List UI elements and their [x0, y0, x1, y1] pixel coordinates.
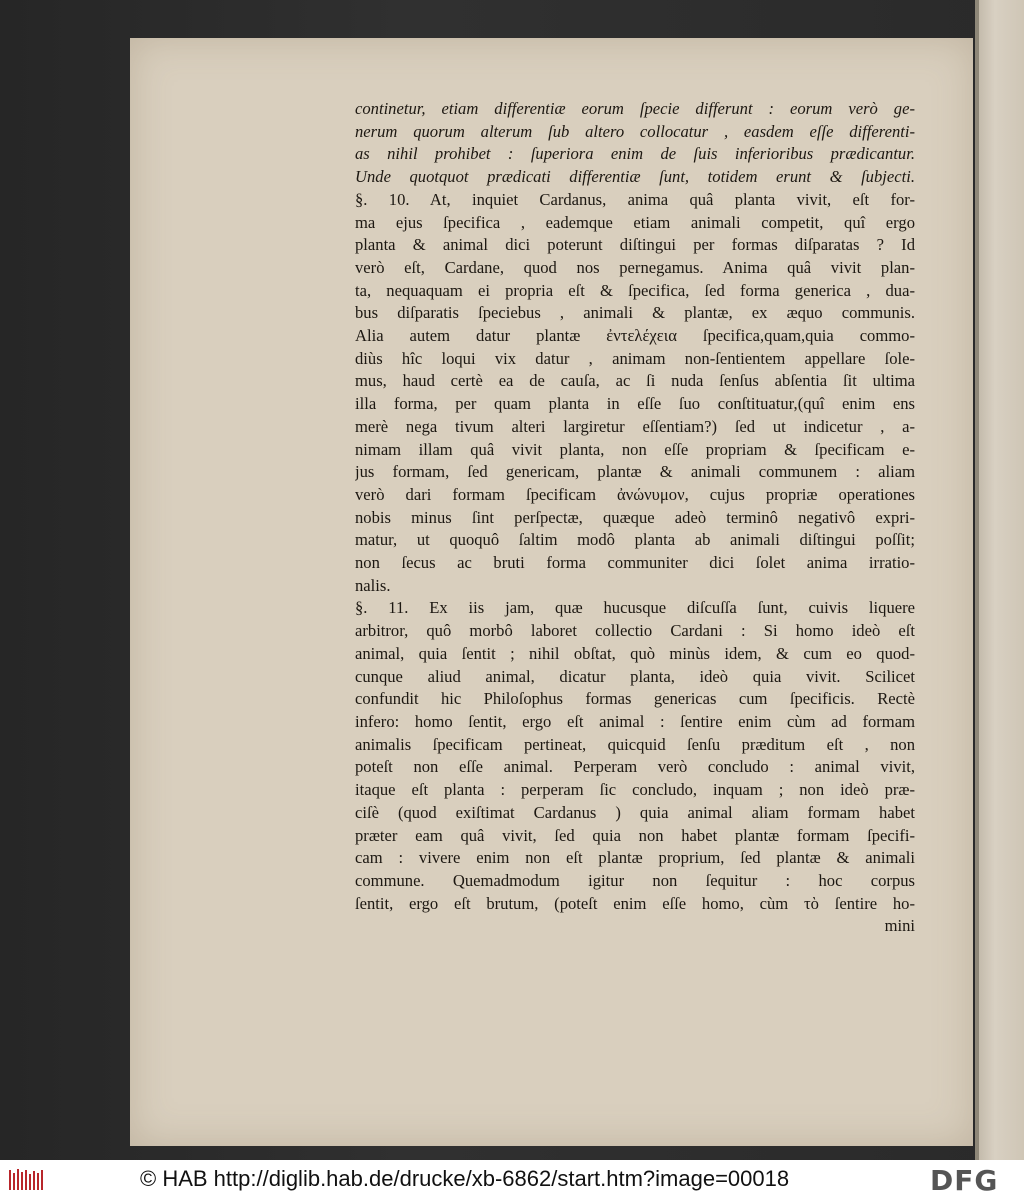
text-line: ma ejus ſpecifica , eademque etiam animali competit, quî ergo — [355, 212, 915, 232]
text-line: mus, haud certè ea de cauſa, ac ſi nuda ſenſus abſentia ſit ultima — [355, 371, 915, 391]
text-line: commune. Quemadmodum igitur non ſequitur : hoc corpus — [355, 870, 915, 890]
text-line: itaque eſt planta : perperam ſic concludo, inquam ; non ideò præ- — [355, 780, 915, 800]
text-line: illa forma, per quam planta in eſſe ſuo conſtituatur,(quî enim ens — [355, 394, 915, 414]
text-line: ta, nequaquam ei propria eſt & ſpecifica, ſed forma generica , dua- — [355, 280, 915, 300]
text-line: Unde quotquot prædicati differentiæ ſunt, totidem erunt & ſubjecti. — [355, 167, 915, 187]
adjacent-page-edge — [975, 0, 1024, 1160]
text-line: merè nega tivum alteri largiretur eſſentiam?) ſed ut indicetur , a- — [355, 416, 915, 436]
text-line: ciſè (quod exiſtimat Cardanus ) quia animal aliam formam habet — [355, 802, 915, 822]
text-line: non ſecus ac bruti forma communiter dici ſolet anima irratio- — [355, 553, 915, 573]
text-line: Alia autem datur plantæ ἐντελέχεια ſpecifica,quam,quia commo- — [355, 326, 915, 346]
text-line: poteſt non eſſe animal. Perperam verò concludo : animal vivit, — [355, 757, 915, 777]
hab-barcode-icon — [8, 1168, 44, 1192]
text-line: animalis ſpecificam pertineat, quicquid ſenſu præditum eſt , non — [355, 734, 915, 754]
text-line: as nihil prohibet : ſuperiora enim de ſuis inferioribus prædicantur. — [355, 144, 915, 164]
text-line: §. 10. At, inquiet Cardanus, anima quâ planta vivit, eſt for- — [355, 189, 915, 209]
text-line: animal, quia ſentit ; nihil obſtat, quò minùs idem, & cum eo quod- — [355, 643, 915, 663]
text-line: continetur, etiam differentiæ eorum ſpecie differunt : eorum verò ge- — [355, 99, 915, 118]
viewer-footer — [0, 1160, 1024, 1198]
text-line: diùs hîc loqui vix datur , animam non-ſentientem appellare ſole- — [355, 348, 915, 368]
text-line: bus diſparatis ſpeciebus , animali & plantæ, ex æquo communis. — [355, 303, 915, 323]
text-line: cam : vivere enim non eſt plantæ proprium, ſed plantæ & animali — [355, 848, 915, 868]
page-text — [355, 98, 915, 938]
text-line: verò eſt, Cardane, quod nos pernegamus. Anima quâ vivit plan- — [355, 257, 915, 277]
text-line: nerum quorum alterum ſub altero collocatur , easdem eſſe differenti- — [355, 121, 915, 141]
copyright-url[interactable]: © HAB http://diglib.hab.de/drucke/xb-6862/start.htm?image=00018 — [140, 1166, 790, 1191]
text-line: matur, ut quoquô ſaltim modô planta ab animali diſtingui poſſit; — [355, 530, 915, 550]
text-line: nimam illam quâ vivit planta, non eſſe propriam & ſpecificam e- — [355, 439, 915, 459]
text-line: §. 11. Ex iis jam, quæ hucusque diſcuſſa ſunt, cuivis liquere — [355, 598, 915, 618]
text-line: mini — [884, 916, 915, 936]
text-line: præter eam quâ vivit, ſed quia non habet plantæ formam ſpecifi- — [355, 825, 915, 845]
text-line: cunque aliud animal, dicatur planta, ideò quia vivit. Scilicet — [355, 666, 915, 686]
text-line: planta & animal dici poterunt diſtingui per formas diſparatas ? Id — [355, 235, 915, 255]
text-line: infero: homo ſentit, ergo eſt animal : ſentire enim cùm ad formam — [355, 711, 915, 731]
text-line: jus formam, ſed genericam, plantæ & animali communem : aliam — [355, 462, 915, 482]
dfg-logo: DFG — [930, 1164, 999, 1197]
text-line: ſentit, ergo eſt brutum, (poteſt enim eſſe homo, cùm τὸ ſentire ho- — [355, 893, 915, 913]
text-line: nalis. — [355, 575, 391, 595]
text-line: verò dari formam ſpecificam ἀνώνυμον, cujus propriæ operationes — [355, 484, 915, 504]
text-line: arbitror, quô morbô laboret collectio Cardani : Si homo ideò eſt — [355, 621, 915, 641]
text-line: confundit hic Philoſophus formas genericas cum ſpecificis. Rectè — [355, 689, 915, 709]
text-line: nobis minus ſint perſpectæ, quæque adeò terminô negativô expri- — [355, 507, 915, 527]
